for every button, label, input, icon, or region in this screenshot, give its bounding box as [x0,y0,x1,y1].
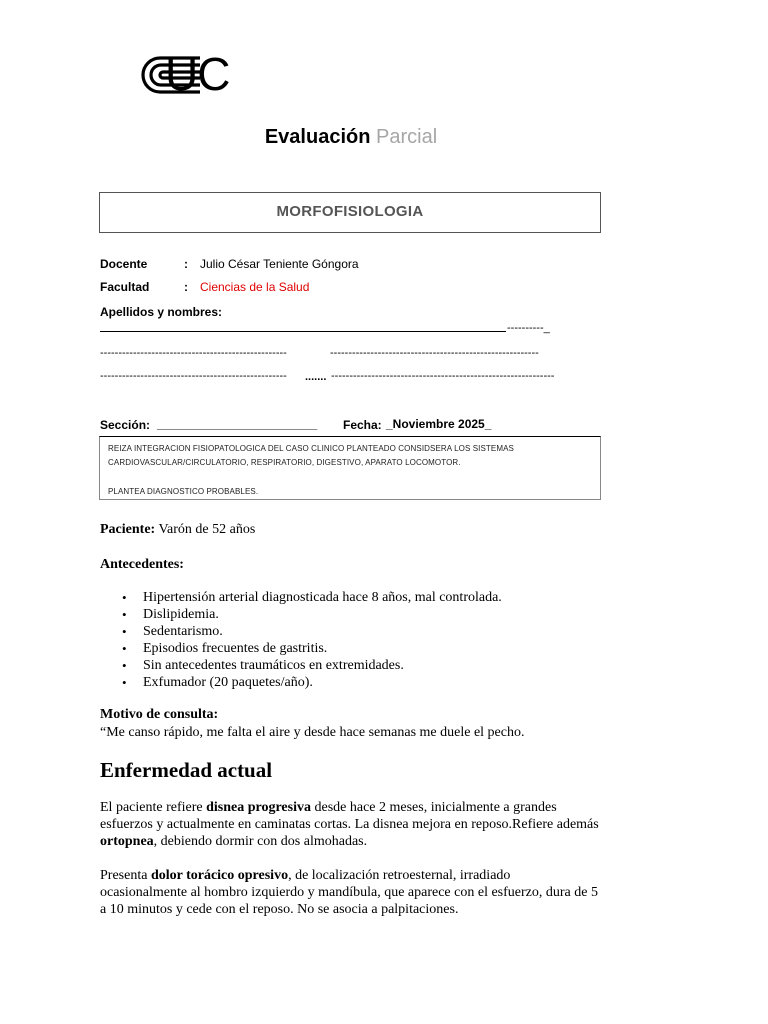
name-line-tail: ----------_ [507,322,550,334]
instruction-line-1: REIZA INTEGRACION FISIOPATOLOGICA DEL CASO CLINICO PLANTEADO CONSIDSERA LOS SISTEMAS [108,444,514,453]
p1-d: ortopnea [100,834,154,849]
facultad-value: Ciencias de la Salud [200,280,310,294]
facultad-colon: : [184,280,188,294]
section-heading: Enfermedad actual [100,758,273,782]
facultad-label: Facultad [100,280,150,294]
patient-line [100,521,255,538]
p1-e: , debiendo dormir con dos almohadas. [153,834,368,849]
p1-a: El paciente refiere [100,800,207,815]
instruction-line-2: CARDIOVASCULAR/CIRCULATORIO, RESPIRATORIO, DIGESTIVO, APARATO LOCOMOTOR. [108,458,461,467]
paragraph-2 [100,867,600,918]
list-item: • Hipertensión arterial diagnosticada hace 8 años, mal controlada. [143,589,502,606]
p2-a: Presenta [100,868,151,883]
docente-colon: : [184,257,188,271]
list-item: • Dislipidemia. [143,606,502,623]
title-bold: Evaluación [264,126,371,148]
motivo-text: “Me canso rápido, me falta el aire y desde hace semanas me duele el pecho. [100,725,525,740]
fecha-label: Fecha: [343,418,382,432]
instruction-line-3: PLANTEA DIAGNOSTICO PROBABLES. [108,487,259,496]
p2-c: , de localización retroesternal, irradiado ocasionalmente al hombro izquierdo y mandíbula, que aparece con el esfuerzo, dura de 5 a 10 minutos y cede con el reposo. No se asocia a palpitaciones. [100,868,598,917]
docente-value: Julio César Teniente Góngora [200,257,359,271]
page-title [0,124,702,150]
list-item: • Sedentarismo. [143,623,502,640]
p1-c: desde hace 2 meses, inicialmente a grandes esfuerzos y actualmente en caminatas cortas. La disnea mejora en reposo.Refiere además [100,800,599,832]
course-name: MORFOFISIOLOGIA [276,203,424,220]
list-item: • Episodios frecuentes de gastritis. [143,640,502,657]
fecha-value: _Noviembre 2025_ [386,417,492,431]
seccion-label: Sección: [100,418,151,432]
seccion-blank[interactable]: ________________________ [157,417,318,431]
name-line-2-left: --------------------------------------------------- [100,347,287,359]
p1-b: disnea progresiva [206,800,311,815]
motivo-label: Motivo de consulta: [100,707,219,722]
patient-value: Varón de 52 años [158,522,256,537]
list-item: • Exfumador (20 paquetes/año). [143,674,502,691]
apellidos-label: Apellidos y nombres: [100,305,223,319]
title-light: Parcial [376,126,438,148]
list-item: • Sin antecedentes traumáticos en extremidades. [143,657,502,674]
patient-label: Paciente: [100,522,156,537]
paragraph-1 [100,799,600,850]
name-line-3-dots: ....... [305,371,327,383]
antecedentes-list [100,589,502,691]
logo-text: UC [165,48,230,100]
name-line[interactable] [100,331,506,332]
p2-b: dolor torácico opresivo [150,868,289,883]
name-line-3-right: ------------------------------------------------------------- [331,370,555,382]
name-line-2-right: --------------------------------------------------------- [330,347,539,359]
name-line-3-left: --------------------------------------------------- [100,370,287,382]
antecedentes-label: Antecedentes: [100,557,184,572]
docente-label: Docente [100,257,148,271]
